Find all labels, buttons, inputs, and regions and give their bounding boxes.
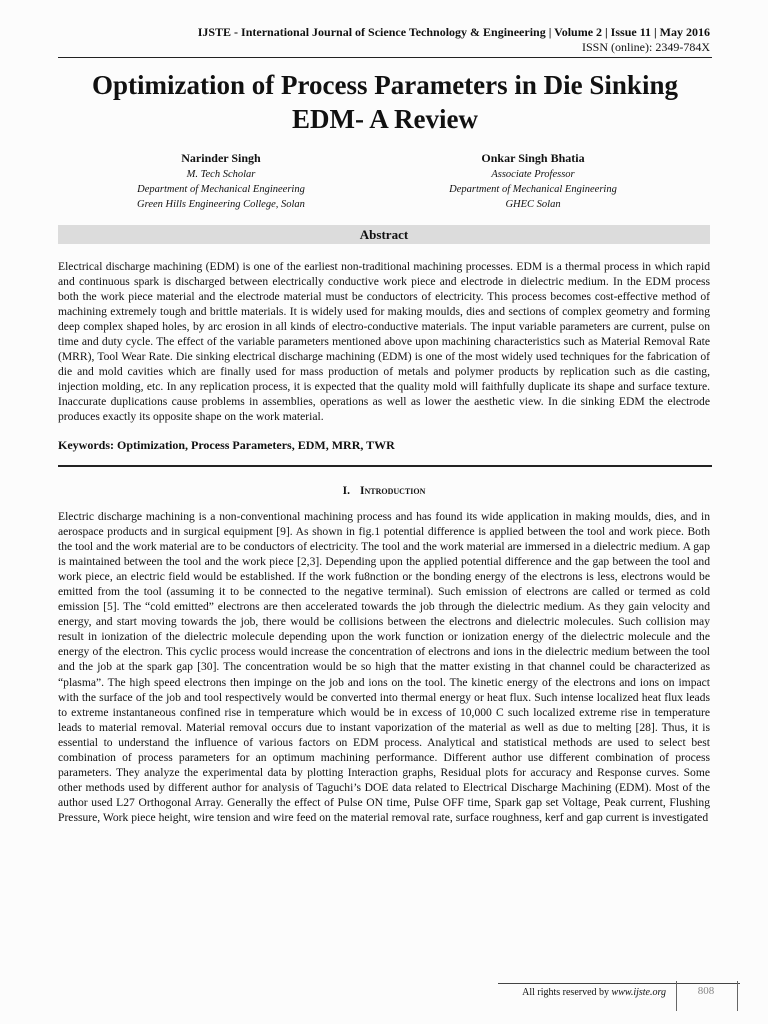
author-department: Department of Mechanical Engineering bbox=[137, 184, 305, 195]
author-block-1 bbox=[81, 150, 361, 212]
author-role: M. Tech Scholar bbox=[186, 169, 256, 180]
page-number: 808 bbox=[697, 985, 715, 997]
author-name: Narinder Singh bbox=[181, 151, 261, 165]
section-heading bbox=[58, 484, 710, 498]
journal-header bbox=[160, 25, 710, 55]
section-title: Introduction bbox=[359, 485, 426, 497]
introduction-paragraph: Electric discharge machining is a non-conventional machining process and has found its wide application in making moulds, dies, and in aerospace products and in surgical equipment [9]. As shown in fig.1 potential difference is applied between the tool and work piece. Both the tool and the work material are to be conductors of electricity. The tool and the work material are immersed in a dielectric medium. A gap is maintained between the tool and the work piece [2,3]. Depending upon the applied potential difference and the gap between the tool and work piece, an electric field would be established. If the work fu8nction or the bonding energy of the electrons is less, electrons would be emitted from the tool (assuming it to be connected to the negative terminal). Such emission of electrons are called or termed as cold emission [5]. The “cold emitted” electrons are then accelerated towards the job through the dielectric medium. As they gain velocity and energy, and start moving towards the job, there would be collisions between the electrons and dielectric molecules. Such collision may result in ionization of the dielectric molecule depending upon the work function or ionization energy of the dielectric molecule and the energy of the electron. This cyclic process would increase the concentration of electrons and ions in the dielectric medium between the tool and the job at the spark gap [30]. The concentration would be so high that the matter existing in that channel could be characterized as “plasma”. The high speed electrons then impinge on the job and ions on the tool. The kinetic energy of the electrons and ions on impact with the surface of the job and tool respectively would be converted into thermal energy or heat flux. Such intense localized heat flux leads to extreme instantaneous confined rise in temperature which would be in excess of 10,000 C such localized extreme rise in temperature leads to material removal. Material removal occurs due to instant vaporization of the material as well as due to melting [28]. Thus, it is essential to understand the influence of various factors on EDM process. Analytical and statistical methods are used to select best combination of process parameters for an optimum machining performance. Different author use different combination of process parameters. They analyze the experimental data by plotting Interaction graphs, Residual plots for accuracy and Response curves. Some other methods used by different author for analysis of Taguchi’s DOE data related to Electrical Discharge Machining (EDM). Most of the author used L27 Orthogonal Array. Generally the effect of Pulse ON time, Pulse OFF time, Spark gap set Voltage, Peak current, Flushing Pressure, Work piece height, wire tension and wire feed on the material removal rate, surface roughness, kerf and gap current is investigated bbox=[58, 510, 710, 824]
issn-line: ISSN (online): 2349-784X bbox=[582, 40, 710, 54]
author-block-2 bbox=[393, 150, 673, 212]
header-divider bbox=[58, 57, 712, 58]
author-name: Onkar Singh Bhatia bbox=[481, 151, 585, 165]
section-divider bbox=[58, 465, 712, 467]
author-role: Associate Professor bbox=[491, 169, 575, 180]
introduction-body bbox=[58, 509, 710, 825]
author-department: Department of Mechanical Engineering bbox=[449, 184, 617, 195]
section-number: I. bbox=[342, 485, 350, 497]
abstract-body bbox=[58, 259, 710, 425]
abstract-heading: Abstract bbox=[58, 225, 710, 244]
keywords-line: Keywords: Optimization, Process Parameters, EDM, MRR, TWR bbox=[58, 438, 395, 452]
author-institution: GHEC Solan bbox=[505, 199, 561, 210]
rights-text: All rights reserved by bbox=[522, 987, 612, 998]
footer-rights bbox=[440, 986, 666, 1000]
site-link[interactable]: www.ijste.org bbox=[611, 987, 666, 998]
author-institution: Green Hills Engineering College, Solan bbox=[137, 199, 305, 210]
abstract-paragraph: Electrical discharge machining (EDM) is one of the earliest non-traditional machining processes. EDM is a thermal process in which rapid and continuous spark is discharged between electrically conductive work piece and electrode in dielectric medium. In the EDM process both the work piece material and the electrode material must be conductors of electricity. This process becomes cost-effective method of machining extremely tough and brittle materials. It is widely used for making moulds, dies and sections of complex geometry and forming deep complex shaped holes, by arc erosion in all kinds of electro-conductive materials. The input variable parameters are current, pulse on time and duty cycle. The effect of the variable parameters mentioned above upon machining characteristics such as Material Removal Rate (MRR), Tool Wear Rate. Die sinking electrical discharge machining (EDM) is one of the most widely used techniques for the fabrication of die and mold cavities which are finally used for mass production of metals and polymer products by replication such as die casting, injection molding, etc. In any replication process, it is expected that the quality mold will faithfully duplicate its shape and surface texture. Inaccurate duplications cause problems in assemblies, operations as well as lower the aesthetic view. In die sinking EDM the electrode produces exactly its opposite shape on the work material. bbox=[58, 260, 710, 424]
paper-title: Optimization of Process Parameters in Die Sinking EDM- A Review bbox=[92, 70, 678, 134]
journal-citation-line: IJSTE - International Journal of Science Technology & Engineering | Volume 2 | Issue 11 | May 2016 bbox=[197, 25, 710, 39]
